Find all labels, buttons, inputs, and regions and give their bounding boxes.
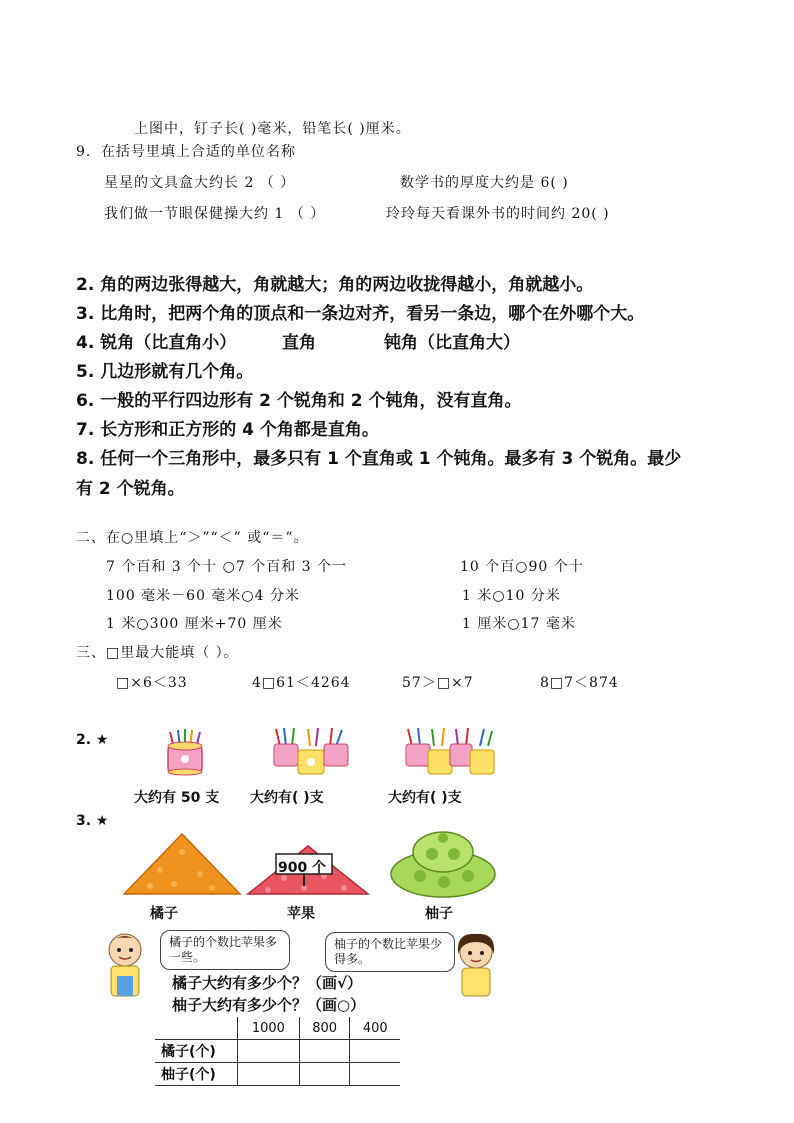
ruler-question-line: 上图中，钉子长( )毫米，铅笔长( )厘米。 bbox=[134, 121, 411, 137]
orange-pile-image bbox=[120, 830, 244, 898]
q9-title: 9．在括号里填上合适的单位名称 bbox=[76, 144, 296, 160]
speech-bubble-left: 橘子的个数比苹果多一些。 bbox=[160, 930, 290, 970]
q9-item-3: 我们做一节眼保健操大约 1 （ ） bbox=[104, 206, 326, 222]
note-7: 7. 长方形和正方形的 4 个角都是直角。 bbox=[76, 420, 379, 440]
note-4-obtuse: 钝角（比直角大） bbox=[384, 333, 520, 353]
fill-item-2: 4□61＜4264 bbox=[252, 675, 351, 691]
table-answer-cell[interactable] bbox=[350, 1063, 400, 1086]
note-3: 3. 比角时，把两个角的顶点和一条边对齐，看另一条边，哪个在外哪个大。 bbox=[76, 304, 645, 324]
compare-row-1-left: 7 个百和 3 个十 ○7 个百和 3 个一 bbox=[106, 559, 347, 575]
fruit-label-apple: 苹果 bbox=[287, 906, 315, 922]
fruit-estimate-table bbox=[155, 1017, 400, 1086]
pomelo-pile-image bbox=[390, 826, 496, 898]
note-4-right: 直角 bbox=[282, 333, 316, 353]
compare-row-2-left: 100 毫米－60 毫米○4 分米 bbox=[106, 588, 301, 604]
table-answer-cell[interactable] bbox=[350, 1040, 400, 1063]
table-header-row bbox=[155, 1017, 400, 1040]
pencil-caption-1: 大约有 50 支 bbox=[134, 790, 220, 806]
note-8-cont: 有 2 个锐角。 bbox=[76, 479, 185, 499]
compare-row-3-right: 1 厘米○17 毫米 bbox=[462, 616, 576, 632]
note-5: 5. 几边形就有几个角。 bbox=[76, 362, 254, 382]
note-2: 2. 角的两边张得越大，角就越大；角的两边收拢得越小，角就越小。 bbox=[76, 275, 594, 295]
table-answer-cell[interactable] bbox=[238, 1063, 300, 1086]
q9-item-2: 数学书的厚度大约是 6( ) bbox=[400, 175, 569, 191]
table-row bbox=[155, 1040, 400, 1063]
note-8: 8. 任何一个三角形中，最多只有 1 个直角或 1 个钝角。最多有 3 个锐角。最少 bbox=[76, 449, 682, 469]
fill-item-4: 8□7＜874 bbox=[540, 675, 619, 691]
pencil-caption-2: 大约有( )支 bbox=[250, 790, 324, 806]
compare-row-2-right: 1 米○10 分米 bbox=[462, 588, 561, 604]
girl-character-image bbox=[446, 932, 506, 1000]
section3-title: 三、□里最大能填（ ）。 bbox=[76, 645, 239, 661]
table-header-cell: 800 bbox=[299, 1017, 350, 1040]
table-answer-cell[interactable] bbox=[299, 1040, 350, 1063]
pencil-cup-one bbox=[160, 728, 210, 776]
q9-item-4: 玲玲每天看课外书的时间约 20( ) bbox=[386, 206, 610, 222]
compare-row-1-right: 10 个百○90 个十 bbox=[460, 559, 584, 575]
table-answer-cell[interactable] bbox=[299, 1063, 350, 1086]
fruit-question-number: 3. ★ bbox=[76, 813, 109, 829]
pencil-cups-group-two bbox=[270, 726, 350, 778]
table-row bbox=[155, 1063, 400, 1086]
fruit-question-1: 橘子大约有多少个？（画√） bbox=[172, 974, 363, 992]
note-4-acute: 4. 锐角（比直角小） bbox=[76, 333, 237, 353]
note-6: 6. 一般的平行四边形有 2 个锐角和 2 个钝角，没有直角。 bbox=[76, 391, 522, 411]
section2-title: 二、在○里填上“＞”“＜” 或“＝”。 bbox=[76, 530, 309, 546]
fruit-label-pomelo: 柚子 bbox=[425, 906, 453, 922]
q9-item-1: 星星的文具盒大约长 2 （ ） bbox=[104, 175, 296, 191]
pencil-cups-group-three bbox=[404, 726, 496, 778]
table-header-cell: 400 bbox=[350, 1017, 400, 1040]
boy-character-image bbox=[95, 930, 155, 1000]
speech-bubble-right: 柚子的个数比苹果少得多。 bbox=[325, 932, 455, 972]
apple-count-sign: 900 个 bbox=[278, 860, 327, 876]
table-header-cell: 1000 bbox=[238, 1017, 300, 1040]
table-header-cell bbox=[155, 1017, 238, 1040]
pencil-caption-3: 大约有( )支 bbox=[388, 790, 462, 806]
fruit-label-orange: 橘子 bbox=[150, 906, 178, 922]
fruit-question-2: 柚子大约有多少个？（画○） bbox=[172, 996, 366, 1014]
table-answer-cell[interactable] bbox=[238, 1040, 300, 1063]
compare-row-3-left: 1 米○300 厘米+70 厘米 bbox=[106, 616, 283, 632]
fill-item-3: 57＞□×7 bbox=[402, 675, 474, 691]
fill-item-1: □×6＜33 bbox=[116, 675, 188, 691]
table-row-label: 橘子(个) bbox=[155, 1040, 238, 1063]
table-row-label: 柚子(个) bbox=[155, 1063, 238, 1086]
pencil-question-number: 2. ★ bbox=[76, 732, 109, 748]
